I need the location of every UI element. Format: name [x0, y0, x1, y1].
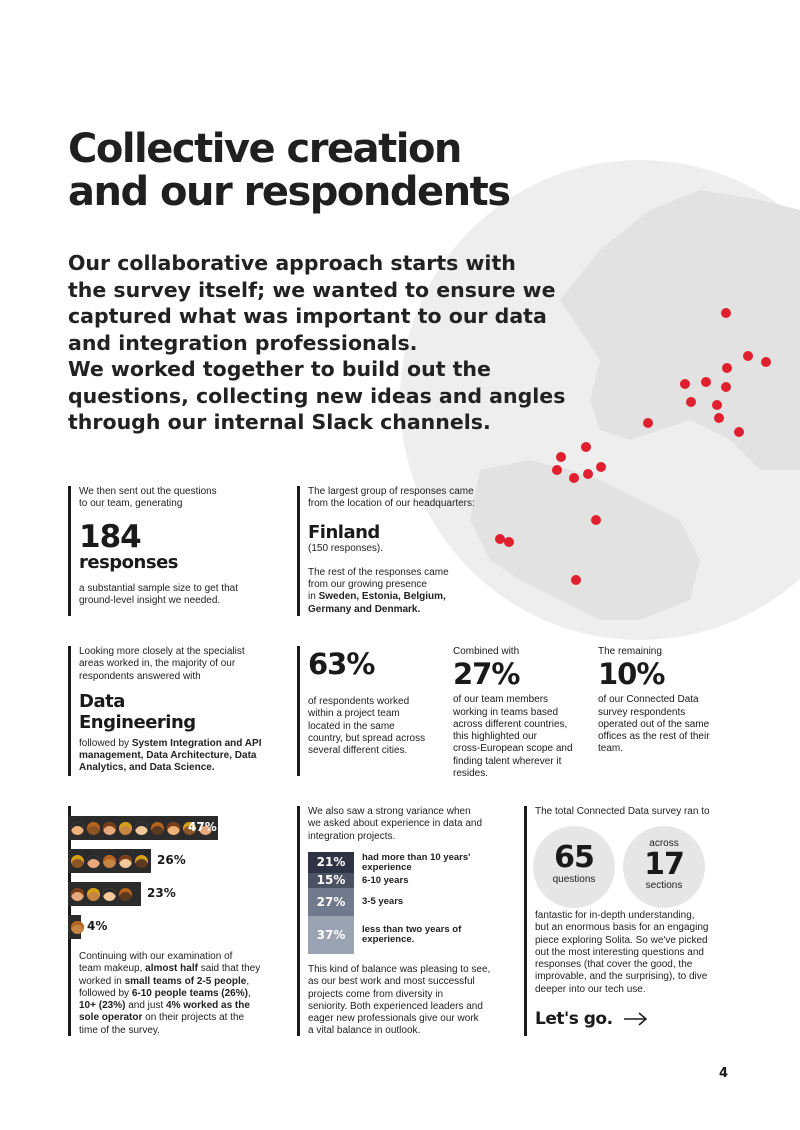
team-size-value-label: 23% [147, 886, 176, 900]
person-icon [119, 888, 132, 901]
person-icon [119, 855, 132, 868]
team-size-text: Continuing with our examination of [79, 951, 233, 962]
intro-line: the survey itself; we wanted to ensure we [68, 277, 556, 302]
specialist-block [68, 646, 279, 776]
team-size-text: worked in small teams of 2-5 people, [79, 975, 250, 987]
map-dot [743, 351, 753, 361]
stat-63-text: of respondents worked [308, 696, 410, 707]
responses-label: responses [79, 551, 178, 573]
person-icon [87, 822, 100, 835]
stat-27-text: resides. [453, 768, 489, 780]
responses-note: a substantial sample size to get that [79, 582, 238, 594]
experience-label: 6-10 years [362, 874, 409, 886]
map-dot [581, 442, 591, 452]
person-icon [135, 822, 148, 835]
map-dot [721, 382, 731, 392]
responses-block [68, 486, 279, 616]
stat-63-text: country, but spread across [308, 732, 426, 744]
person-icon [87, 855, 100, 868]
experience-segment: 21% [308, 852, 354, 873]
responses-note: ground-level insight we needed. [79, 594, 221, 606]
intro-paragraph [68, 250, 568, 436]
across-label: across [649, 838, 679, 849]
location-count: (150 responses). [308, 542, 384, 554]
location-country: Finland [308, 521, 380, 543]
stat-27-text: of our team members [453, 694, 549, 706]
specialist-area: Data Engineering [79, 690, 196, 733]
map-dot [680, 379, 690, 389]
stat-27-text: this highlighted our [453, 731, 537, 743]
title-line-2: and our respondents [68, 169, 510, 215]
stat-10-text: offices as the rest of their [598, 731, 710, 743]
intro-line: We worked together to build out the [68, 357, 491, 381]
stat-10-pre: The remaining [598, 646, 662, 657]
map-dot [761, 357, 771, 367]
team-size-value-label: 4% [87, 919, 108, 933]
lets-go-label[interactable]: Let's go. [535, 1008, 613, 1029]
location-countries: Germany and Denmark. [308, 603, 421, 615]
stat-10-text: of our Connected Data [598, 694, 699, 706]
person-icon [103, 822, 116, 835]
survey-text: deeper into our tech use. [535, 983, 646, 995]
page-title [68, 128, 588, 214]
map-dot [552, 465, 562, 475]
responses-number: 184 [79, 518, 141, 555]
person-icon [103, 855, 116, 868]
team-size-text: team makeup, almost half said that they [79, 963, 261, 975]
specialist-intro: areas worked in, the majority of our [79, 658, 236, 670]
map-dot [721, 308, 731, 318]
person-icon [167, 822, 180, 835]
stat-63-text: within a project team [308, 708, 400, 720]
map-dot [714, 413, 724, 423]
survey-text: piece exploring Solita. So we've picked [535, 934, 708, 946]
stat-10-text: survey respondents [598, 706, 686, 718]
title-line-1: Collective creation [68, 126, 461, 172]
stat-10-text: team. [598, 743, 624, 755]
location-intro: The largest group of responses came [308, 486, 474, 497]
map-dot [734, 427, 744, 437]
survey-text: out the most interesting questions and [535, 946, 704, 958]
map-dot [686, 397, 696, 407]
experience-outro: as our best work and most successful [308, 976, 475, 988]
responses-intro: We then sent out the questions [79, 486, 217, 497]
survey-size-block [524, 806, 745, 1036]
stat-27-pre: Combined with [453, 646, 520, 657]
stat-63-block [297, 646, 448, 776]
experience-intro: we asked about experience in data and [308, 818, 483, 830]
stat-27-block [453, 646, 593, 780]
map-dot [556, 452, 566, 462]
experience-block [297, 806, 518, 1036]
intro-line: Our collaborative approach starts with [68, 251, 516, 275]
location-rest: The rest of the responses came [308, 566, 449, 578]
team-size-text: time of the survey. [79, 1024, 160, 1036]
team-size-text: 10+ (23%) and just 4% worked as the [79, 1000, 250, 1012]
stat-27-text: working in teams based [453, 706, 559, 718]
person-icon [151, 822, 164, 835]
stat-27-text: cross-European scope and [453, 743, 573, 755]
team-size-value-label: 47% [188, 820, 217, 834]
arrow-right-icon[interactable] [623, 1012, 649, 1026]
responses-intro: to our team, generating [79, 498, 183, 510]
stat-10-value: 10% [598, 657, 665, 692]
page-number: 4 [718, 1066, 728, 1081]
map-dot [591, 515, 601, 525]
map-dot [569, 473, 579, 483]
survey-text: responses (that cover the good, the [535, 959, 693, 971]
intro-line: and integration professionals. [68, 330, 418, 355]
sections-number: 17 [644, 847, 684, 883]
location-rest: from our growing presence [308, 579, 427, 591]
sections-label: sections [645, 880, 683, 892]
questions-number: 65 [554, 840, 594, 875]
experience-label: 3-5 years [362, 896, 404, 907]
experience-segment: 15% [308, 873, 354, 888]
person-icon [71, 888, 84, 901]
map-dot [701, 377, 711, 387]
experience-label: had more than 10 years' experience [362, 851, 471, 873]
stat-27-value: 27% [453, 657, 520, 692]
map-dot [712, 400, 722, 410]
person-icon [135, 855, 148, 868]
stat-10-block [598, 646, 738, 756]
stat-63-text: several different cities. [308, 745, 408, 757]
stat-63-value: 63% [308, 647, 375, 681]
person-icon [71, 855, 84, 868]
location-block [297, 486, 518, 616]
person-icon [119, 822, 132, 835]
team-size-bar-chart [68, 816, 288, 946]
sections-circle [623, 826, 705, 908]
experience-outro: This kind of balance was pleasing to see, [308, 964, 491, 975]
experience-segment: 27% [308, 888, 354, 916]
intro-line: questions, collecting new ideas and angles [68, 383, 566, 408]
experience-outro: a vital balance in outlook. [308, 1025, 421, 1037]
questions-circle [533, 826, 615, 908]
team-size-block [68, 806, 279, 1036]
map-dot [571, 575, 581, 585]
stat-63-text: located in the same [308, 720, 395, 732]
questions-label: questions [552, 874, 596, 885]
intro-line: captured what was important to our data [68, 304, 547, 328]
specialist-intro: Looking more closely at the specialist [79, 646, 245, 657]
experience-outro: seniority. Both experienced leaders and [308, 1000, 483, 1012]
stat-27-text: across different countries, [453, 718, 568, 730]
location-intro: from the location of our headquarters: [308, 498, 475, 510]
experience-stacked-chart [308, 852, 518, 957]
experience-label: less than two years of experience. [362, 924, 462, 945]
map-dot [643, 418, 653, 428]
stat-27-text: finding talent wherever it [453, 755, 562, 767]
experience-intro: We also saw a strong variance when [308, 806, 471, 817]
specialist-follow: Analytics, and Data Science. [79, 762, 215, 774]
experience-outro: projects come from diversity in [308, 988, 444, 1000]
survey-text: but an enormous basis for an engaging [535, 922, 709, 934]
map-dot [596, 462, 606, 472]
team-size-text: followed by 6-10 people teams (26%), [79, 987, 251, 999]
survey-intro: The total Connected Data survey ran to [535, 806, 710, 817]
map-dot [583, 469, 593, 479]
location-countries: in Sweden, Estonia, Belgium, [308, 591, 446, 603]
person-icon [87, 888, 100, 901]
experience-intro: integration projects. [308, 830, 396, 842]
experience-segment: 37% [308, 916, 354, 954]
intro-line: through our internal Slack channels. [68, 410, 491, 434]
team-size-text: sole operator on their projects at the [79, 1012, 245, 1024]
survey-text: improvable, and the surprising), to dive [535, 971, 708, 983]
specialist-follow: followed by System Integration and API [79, 737, 262, 749]
lets-go-link[interactable] [535, 1008, 649, 1029]
person-icon [71, 921, 84, 934]
person-icon [71, 822, 84, 835]
survey-text: fantastic for in-depth understanding, [535, 910, 695, 921]
specialist-follow: management, Data Architecture, Data [79, 750, 257, 762]
team-size-value-label: 26% [157, 853, 186, 867]
map-dot [722, 363, 732, 373]
stat-10-text: operated out of the same [598, 718, 710, 730]
specialist-intro: respondents answered with [79, 670, 201, 682]
person-icon [103, 888, 116, 901]
experience-outro: eager new professionals give our work [308, 1013, 479, 1025]
